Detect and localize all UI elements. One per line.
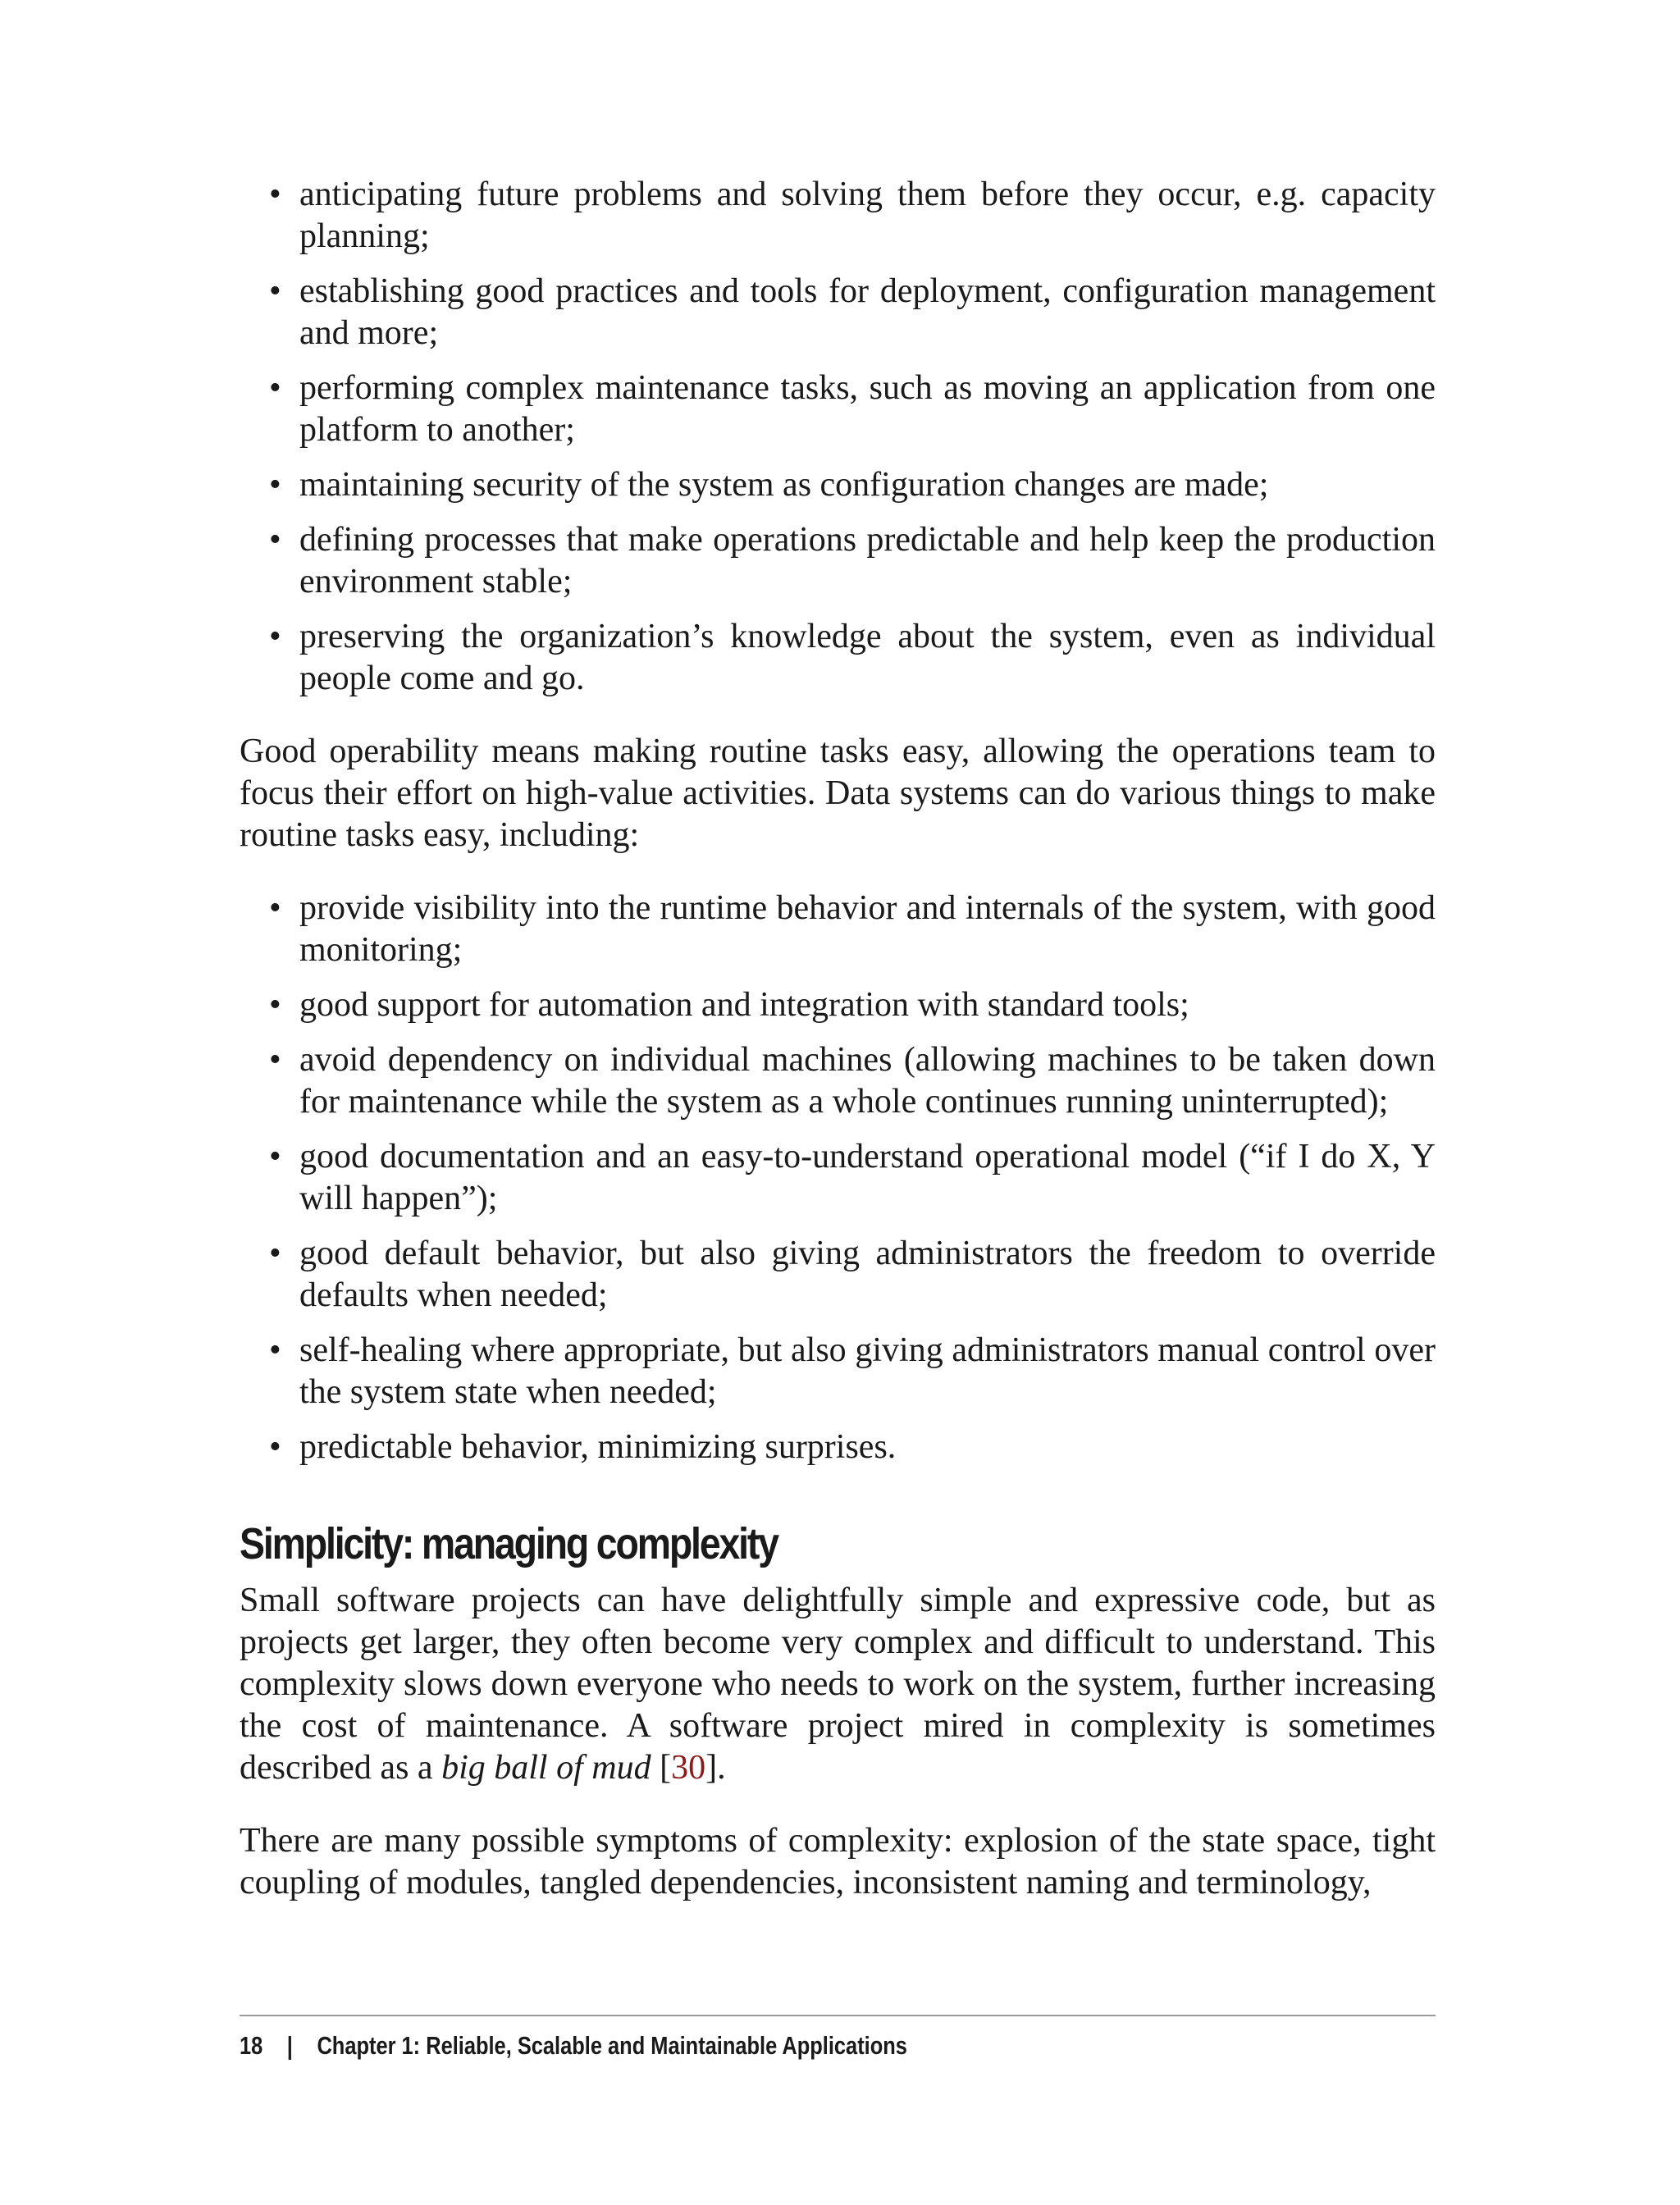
operability-paragraph: Good operability means making routine tasks easy, allowing the operations team to focus their effort on high-value activities. Data systems can do various things to make routine tasks easy, including: xyxy=(240,733,1436,854)
list-item: • good default behavior, but also giving administrators the freedom to override defaults when needed; xyxy=(269,1235,1436,1314)
operations-tasks-list xyxy=(240,174,1436,700)
citation-link[interactable]: 30 xyxy=(671,1749,706,1787)
list-item: • provide visibility into the runtime behavior and internals of the system, with good monitoring; xyxy=(269,889,1436,969)
list-item: • good documentation and an easy-to-understand operational model (“if I do X, Y will happen”); xyxy=(269,1138,1436,1217)
list-item: • avoid dependency on individual machines (allowing machines to be taken down for maintenance while the system as a whole continues running uninterrupted); xyxy=(269,1041,1436,1121)
list-item: • preserving the organization’s knowledge about the system, even as individual people come and go. xyxy=(269,618,1436,697)
bullet-icon: • xyxy=(269,521,281,559)
footer-separator: | xyxy=(286,2031,293,2060)
list-item: • defining processes that make operations predictable and help keep the production environment stable; xyxy=(269,521,1436,600)
bullet-icon: • xyxy=(269,1331,281,1369)
page-footer xyxy=(240,2029,907,2062)
list-item: • maintaining security of the system as configuration changes are made; xyxy=(240,464,1436,506)
simplicity-paragraph: Small software projects can have delightfully simple and expressive code, but as projects get larger, they often become very complex and difficult to understand. This complexity slows down everyone who needs to work on the system, further increasing the cost of maintenance. A software project mired in complexity is sometimes described as a big ball of mud [30]. xyxy=(240,1582,1436,1787)
bullet-icon: • xyxy=(269,369,281,407)
bullet-icon: • xyxy=(269,1428,281,1466)
chapter-title: Chapter 1: Reliable, Scalable and Maintainable Applications xyxy=(317,2031,907,2060)
bullet-icon: • xyxy=(269,1041,281,1079)
footer-divider xyxy=(240,2015,1436,2016)
bullet-icon: • xyxy=(269,618,281,655)
list-item: • self-healing where appropriate, but also giving administrators manual control over the system state when needed; xyxy=(269,1331,1436,1411)
list-item: • predictable behavior, minimizing surprises. xyxy=(240,1427,1436,1468)
bullet-icon: • xyxy=(269,176,281,213)
bullet-icon: • xyxy=(269,986,281,1024)
list-item: • anticipating future problems and solving them before they occur, e.g. capacity planning; xyxy=(269,176,1436,255)
list-item: • establishing good practices and tools for deployment, configuration management and more; xyxy=(269,272,1436,352)
section-heading: Simplicity: managing complexity xyxy=(240,1519,778,1568)
bullet-icon: • xyxy=(269,466,281,504)
list-item: • good support for automation and integration with standard tools; xyxy=(240,984,1436,1026)
emphasis-text: big ball of mud xyxy=(441,1749,651,1787)
bullet-icon: • xyxy=(269,1235,281,1272)
complexity-symptoms-paragraph: There are many possible symptoms of complexity: explosion of the state space, tight coupling of modules, tangled dependencies, inconsistent naming and terminology, xyxy=(240,1822,1436,1901)
page-number: 18 xyxy=(240,2031,263,2060)
list-item: • performing complex maintenance tasks, such as moving an application from one platform to another; xyxy=(269,369,1436,449)
page-body xyxy=(240,174,1436,1935)
bullet-icon: • xyxy=(269,889,281,927)
routine-tasks-list xyxy=(240,888,1436,1468)
bullet-icon: • xyxy=(269,1138,281,1176)
bullet-icon: • xyxy=(269,272,281,310)
